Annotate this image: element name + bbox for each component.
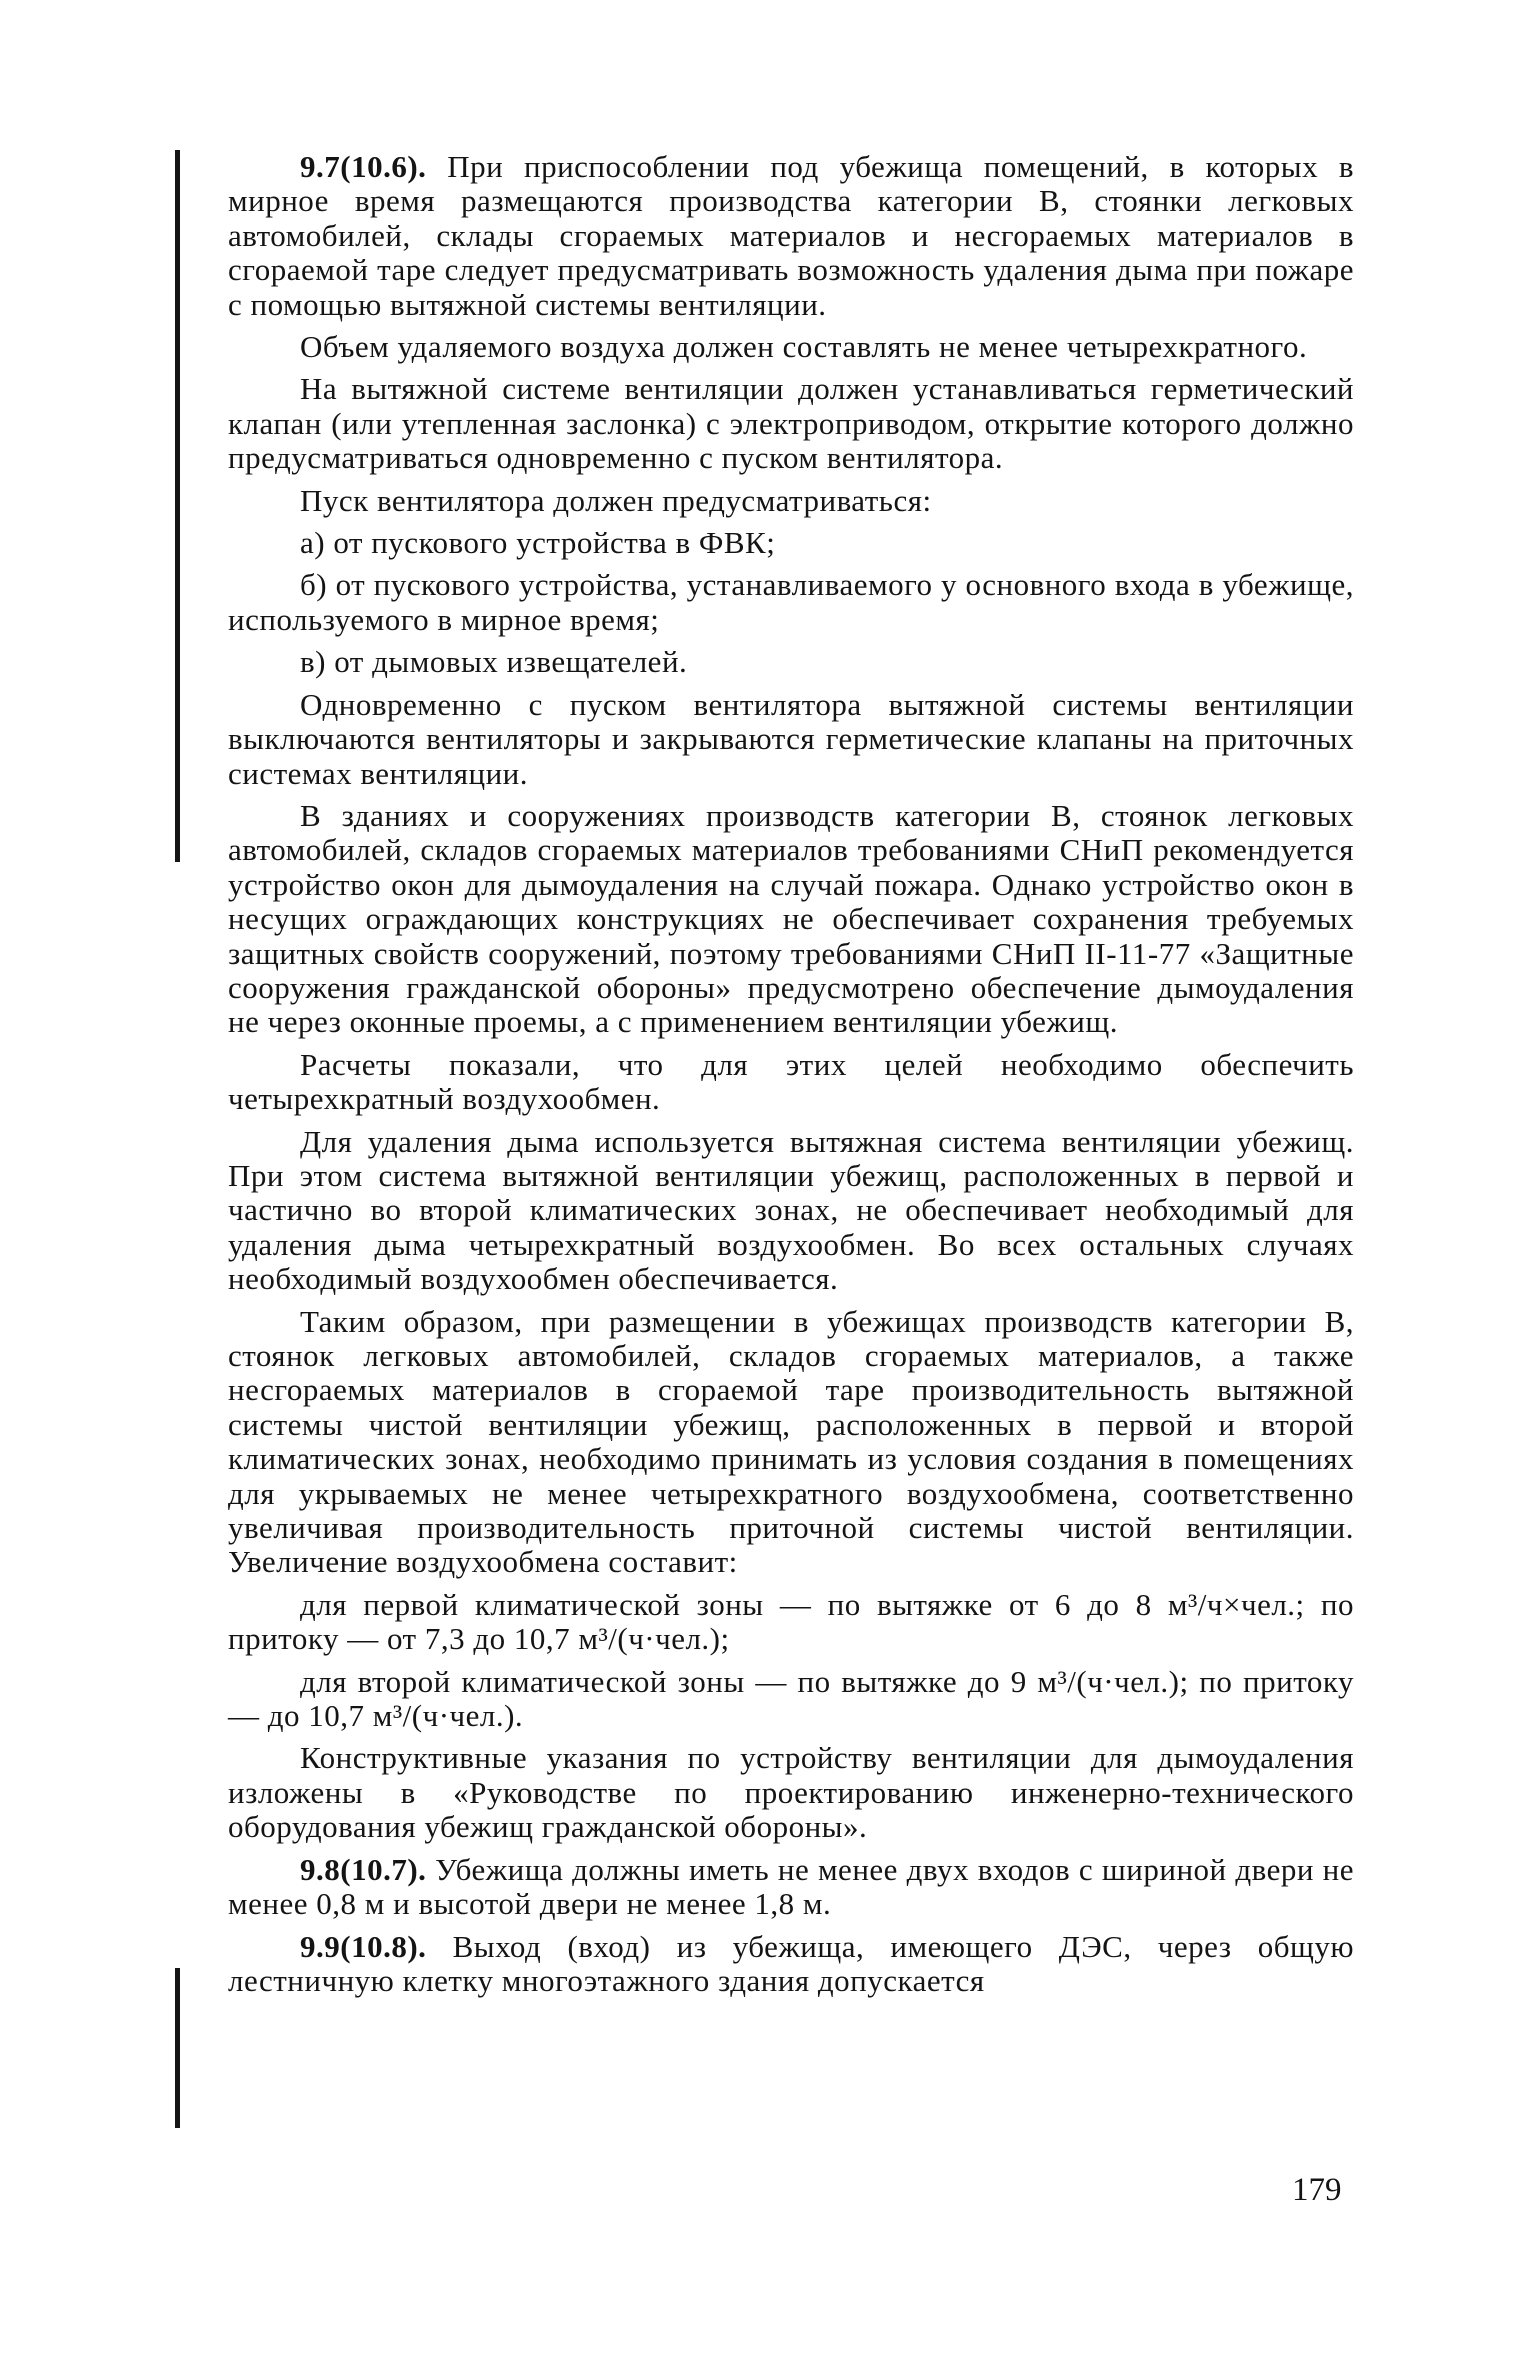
- paragraph: В зданиях и сооружениях производств категории В, стоянок легковых автомобилей, складов сгораемых материалов требованиями СНиП рекомендуется устройство окон для дымоудаления на случай пожара. Однако устройство окон в несущих ограждающих конструкциях не обеспечивает сохранения требуемых защитных свойств сооружений, поэтому требованиями СНиП II-11-77 «Защитные сооружения гражданской обороны» предусмотрено обеспечение дымоудаления не через оконные проемы, а с применением вентиляции убежищ.: [228, 797, 1354, 1040]
- paragraph: для второй климатической зоны — по вытяжке до 9 м³/(ч·чел.); по притоку — до 10,7 м³/(ч·чел.).: [228, 1663, 1354, 1734]
- paragraph-text: Выход (вход) из убежища, имеющего ДЭС, через общую лестничную клетку многоэтажного здания допускается: [228, 1928, 1354, 1998]
- paragraph-9-9: [228, 1930, 1354, 1999]
- clause-number: 9.7(10.6).: [300, 149, 427, 184]
- paragraph: Объем удаляемого воздуха должен составлять не менее четырехкратного.: [300, 329, 1308, 365]
- paragraph: Одновременно с пуском вентилятора вытяжной системы вентиляции выключаются вентиляторы и закрываются герметические клапаны на приточных системах вентиляции.: [228, 686, 1354, 791]
- paragraph-9-7: [228, 150, 1354, 322]
- paragraph-text: При приспособлении под убежища помещений, в которых в мирное время размещаются производства категории В, стоянки легковых автомобилей, склады сгораемых материалов и несгораемых материалов в сгораемой таре следует предусматривать возможность удаления дыма при пожаре с помощью вытяжной системы вентиляции.: [228, 149, 1354, 322]
- list-item-b: б) от пускового устройства, устанавливаемого у основного входа в убежище, используемого в мирное время;: [228, 567, 1354, 637]
- paragraph: Расчеты показали, что для этих целей необходимо обеспечить четырехкратный воздухообмен.: [228, 1046, 1354, 1117]
- margin-change-bar-top: [175, 150, 180, 862]
- paragraph: Таким образом, при размещении в убежищах производств категории В, стоянок легковых автомобилей, складов сгораемых материалов, а также несгораемых материалов в сгораемой таре производительность вытяжной системы чистой вентиляции убежищ, расположенных в первой и второй климатических зонах, необходимо принимать из условия создания в помещениях для укрываемых не менее четырехкратного воздухообмена, соответственно увеличивая производительность приточной системы чистой вентиляции. Увеличение воздухообмена составит:: [228, 1303, 1354, 1580]
- page-body: [228, 150, 1354, 2006]
- page-number: 179: [1292, 2172, 1342, 2208]
- clause-number: 9.9(10.8).: [300, 1928, 427, 1964]
- paragraph-text: Убежища должны иметь не менее двух входов с шириной двери не менее 0,8 м и высотой двери не менее 1,8 м.: [228, 1851, 1354, 1922]
- paragraph-9-8: [228, 1853, 1354, 1922]
- list-item-v: в) от дымовых извещателей.: [300, 644, 688, 680]
- paragraph: На вытяжной системе вентиляции должен устанавливаться герметический клапан (или утепленная заслонка) с электроприводом, открытие которого должно предусматриваться одновременно с пуском вентилятора.: [228, 371, 1354, 476]
- paragraph: Для удаления дыма используется вытяжная система вентиляции убежищ. При этом система вытяжной вентиляции убежищ, расположенных в первой и частично во второй климатических зонах, не обеспечивает необходимый для удаления дыма четырехкратный воздухообмен. Во всех остальных случаях необходимый воздухообмен обеспечивается.: [228, 1123, 1354, 1297]
- clause-number: 9.8(10.7).: [300, 1851, 427, 1887]
- paragraph: Конструктивные указания по устройству вентиляции для дымоудаления изложены в «Руководстве по проектированию инженерно-технического оборудования убежищ гражданской обороны».: [228, 1740, 1354, 1845]
- paragraph: для первой климатической зоны — по вытяжке от 6 до 8 м³/ч×чел.; по притоку — от 7,3 до 10,7 м³/(ч·чел.);: [228, 1586, 1354, 1657]
- list-item-a: а) от пускового устройства в ФВК;: [300, 525, 776, 561]
- paragraph: Пуск вентилятора должен предусматриваться:: [300, 482, 932, 518]
- margin-change-bar-bottom: [175, 1968, 180, 2128]
